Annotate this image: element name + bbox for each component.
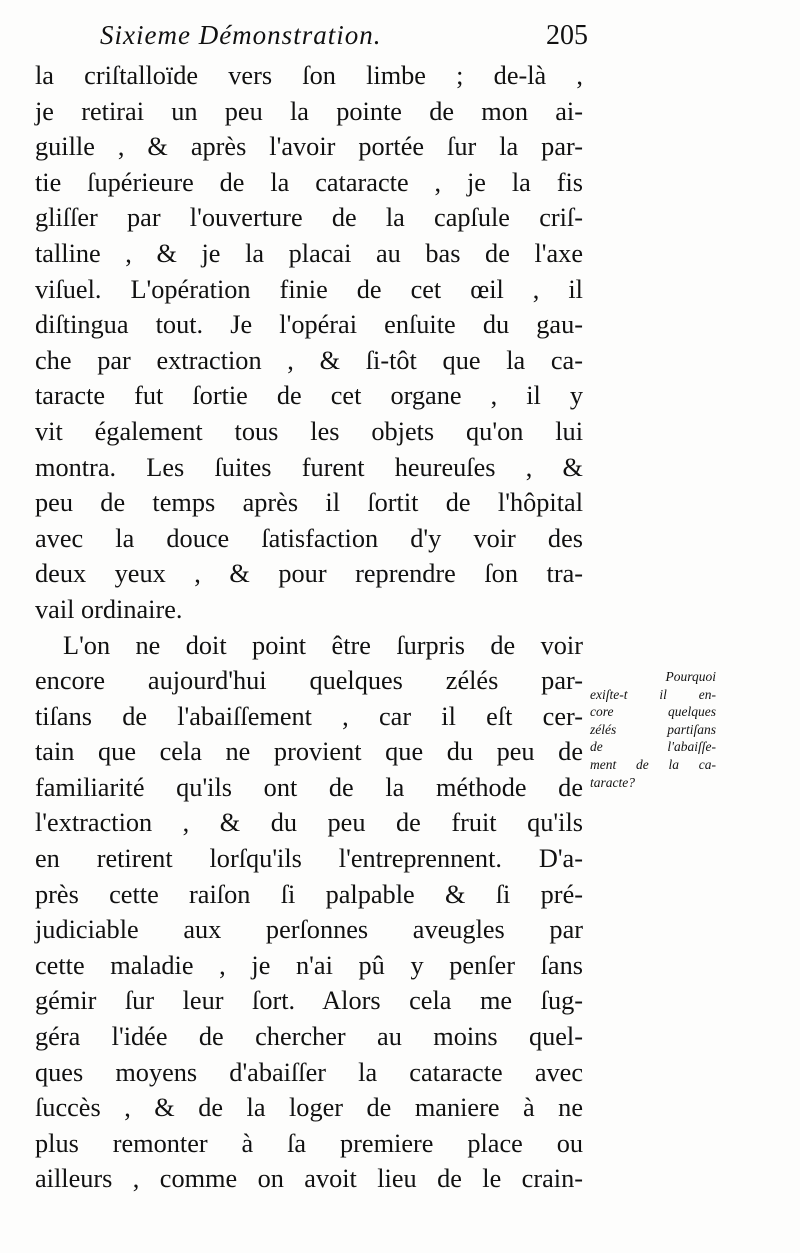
margin-note-line: zélés partiſans [590, 721, 716, 737]
margin-note-line: taracte? [590, 774, 635, 790]
page-header [100, 18, 588, 58]
text-line: peu de temps après il ſortit de l'hôpital [35, 488, 583, 518]
text-line: plus remonter à ſa premiere place ou [35, 1128, 583, 1158]
text-line: près cette raiſon ſi palpable & ſi pré- [35, 879, 583, 909]
margin-note [590, 668, 716, 791]
text-line: ſuccès , & de la loger de maniere à ne [35, 1093, 583, 1123]
page-number: 205 [546, 20, 588, 51]
text-line: familiarité qu'ils ont de la méthode de [35, 772, 583, 802]
text-line: deux yeux , & pour reprendre ſon tra- [35, 559, 583, 589]
text-line: diſtingua tout. Je l'opérai enſuite du gau- [35, 310, 583, 340]
text-line: montra. Les ſuites furent heureuſes , & [35, 452, 583, 482]
margin-note-line: de l'abaiſſe- [590, 739, 716, 755]
text-line: ailleurs , comme on avoit lieu de le crain- [35, 1164, 583, 1194]
text-line: cette maladie , je n'ai pû y penſer ſans [35, 950, 583, 980]
text-line: tain que cela ne provient que du peu de [35, 737, 583, 767]
text-line: viſuel. L'opération finie de cet œil , il [35, 274, 583, 304]
margin-note-line: Pourquoi [665, 669, 716, 684]
margin-note-line: exiſte-t il en- [590, 686, 716, 702]
text-line: en retirent lorſqu'ils l'entreprennent. D'a- [35, 844, 583, 874]
text-line: che par extraction , & ſi-tôt que la ca- [35, 345, 583, 375]
text-line: la criſtalloïde vers ſon limbe ; de-là , [35, 61, 583, 90]
text-line: l'extraction , & du peu de fruit qu'ils [35, 808, 583, 838]
text-line: gémir ſur leur ſort. Alors cela me ſug- [35, 986, 583, 1016]
margin-note-line: ment de la ca- [590, 756, 716, 772]
text-line: avec la douce ſatisfaction d'y voir des [35, 523, 583, 553]
text-line: talline , & je la placai au bas de l'axe [35, 238, 583, 268]
body-text [35, 58, 583, 1197]
text-line: géra l'idée de chercher au moins quel- [35, 1022, 583, 1052]
margin-note-line: core quelques [590, 704, 716, 720]
text-line: encore aujourd'hui quelques zélés par- [35, 666, 583, 696]
text-line: vail ordinaire. [35, 594, 183, 624]
text-line: tiſans de l'abaiſſement , car il eſt cer- [35, 701, 583, 731]
text-line: je retirai un peu la pointe de mon ai- [35, 96, 583, 126]
text-line: taracte fut ſortie de cet organe , il y [35, 381, 583, 411]
text-line: vit également tous les objets qu'on lui [35, 416, 583, 446]
text-line: judiciable aux perſonnes aveugles par [35, 915, 583, 945]
text-line: gliſſer par l'ouverture de la capſule criſ- [35, 203, 583, 233]
text-line: L'on ne doit point être ſurpris de voir [63, 630, 583, 660]
text-line: tie ſupérieure de la cataracte , je la fis [35, 167, 583, 197]
text-line: ques moyens d'abaiſſer la cataracte avec [35, 1057, 583, 1087]
running-head: Sixieme Démonstration. [100, 20, 382, 50]
text-line: guille , & après l'avoir portée ſur la par- [35, 132, 583, 162]
